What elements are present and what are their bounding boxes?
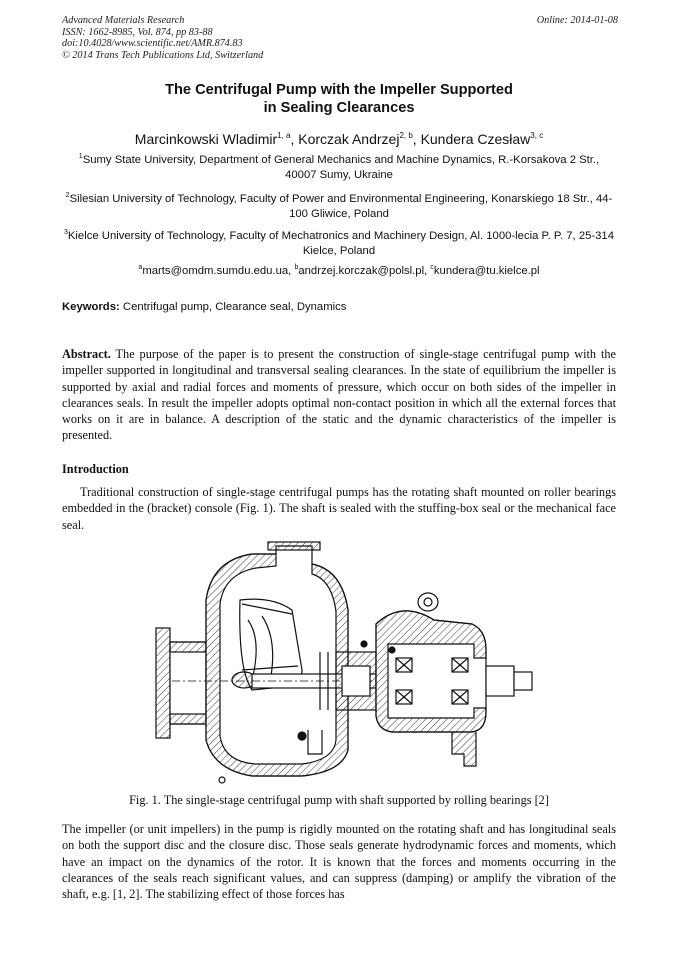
doi-line: doi:10.4028/www.scientific.net/AMR.874.83 [62, 38, 243, 50]
abstract-label: Abstract. [62, 347, 111, 361]
email-link[interactable]: marts@omdm.sumdu.edu.ua, [142, 265, 295, 277]
keywords-text: Centrifugal pump, Clearance seal, Dynamics [122, 301, 347, 313]
section-heading-introduction: Introduction [62, 462, 129, 476]
copyright-line: © 2014 Trans Tech Publications Ltd, Switzerland [62, 49, 264, 61]
affiliation-sup: 1 [78, 153, 83, 160]
keywords [62, 300, 346, 315]
email-line [62, 264, 616, 279]
abstract [62, 346, 616, 444]
affiliation-text: Silesian University of Technology, Faculty of Power and Environmental Engineering, Konarskiego 18 Str., 44-100 Gliwice, Poland [69, 193, 613, 220]
email-sup: a [138, 264, 143, 271]
affiliation-text: Kielce University of Technology, Faculty of Mechatronics and Machinery Design, Al. 1000-lecia P. P. 7, 25-314 Kielce, Poland [67, 230, 614, 257]
journal-header [62, 15, 618, 61]
online-date: Online: 2014-01-08 [536, 15, 618, 26]
issn-line: ISSN: 1662-8985, Vol. 874, pp 83-88 [62, 26, 213, 38]
title-line-2: in Sealing Clearances [263, 100, 415, 116]
intro-paragraph: Traditional construction of single-stage centrifugal pumps has the rotating shaft mounted on roller bearings embedded in the (bracket) console (Fig. 1). The shaft is sealed with the stuffing-box seal or the mechanical face seal. [62, 485, 616, 532]
author-name: Kundera Czesław [420, 131, 531, 147]
author-name: Korczak Andrzej [298, 131, 400, 147]
author-list: Marcinkowski Wladimir$^{1, a}$, Korczak Andrzej$^{2, b}$, Kundera Czesław$^{3, c}$ [134, 131, 544, 147]
paper-title [62, 81, 616, 117]
keywords-label: Keywords: [62, 301, 120, 313]
author-sup: 1, a [277, 131, 291, 140]
pump-drawing-figure [152, 540, 542, 785]
author-sup: 3, c [530, 131, 544, 140]
author-name: Marcinkowski Wladimir [134, 131, 278, 147]
author-sup: 2, b [399, 131, 413, 140]
affiliation-sup: 3 [63, 229, 68, 236]
title-line-1: The Centrifugal Pump with the Impeller Supported [165, 82, 513, 98]
body-paragraph: The impeller (or unit impellers) in the pump is rigidly mounted on the rotating shaft and has longitudinal seals on both the support disc and the closure disc. Those seals generate hydrodynamic forces and moments, which have an impact on the dynamics of the rotor. It is known that the forces and moments occurring in the clearances of the seals reach significant values, and can suppress (damping) or amplify the vibration of the shaft, e.g. [1, 2]. The stabilizing effect of those forces has [62, 822, 616, 902]
email-sup: c [430, 264, 434, 271]
pump-cross-section-drawing [152, 540, 542, 785]
affiliation-2 [62, 192, 616, 222]
email-link[interactable]: kundera@tu.kielce.pl [433, 265, 540, 277]
abstract-text: The purpose of the paper is to present the construction of single-stage centrifugal pump with the impeller supported in longitudinal and transversal sealing clearances. In the state of equilibrium the impeller is supported by axial and radial forces and moments of pressure, which occur on both sides of the impeller in clearances seals. In result the impeller adopts optimal non-contact position in which all the external forces that works on it are in balance. A description of the static and the dynamic characteristics of the impeller is presented. [62, 347, 616, 443]
affiliation-text: Sumy State University, Department of General Mechanics and Machine Dynamics, R.-Korsakova 2 Str., 40007 Sumy, Ukraine [82, 154, 600, 181]
journal-name: Advanced Materials Research [62, 15, 185, 26]
email-sup: b [294, 264, 299, 271]
affiliation-sup: 2 [65, 192, 70, 199]
email-link[interactable]: andrzej.korczak@polsl.pl, [298, 265, 431, 277]
affiliation-3 [62, 229, 616, 259]
affiliation-1 [62, 153, 616, 183]
figure-caption: Fig. 1. The single-stage centrifugal pump with shaft supported by rolling bearings [2] [129, 793, 549, 807]
